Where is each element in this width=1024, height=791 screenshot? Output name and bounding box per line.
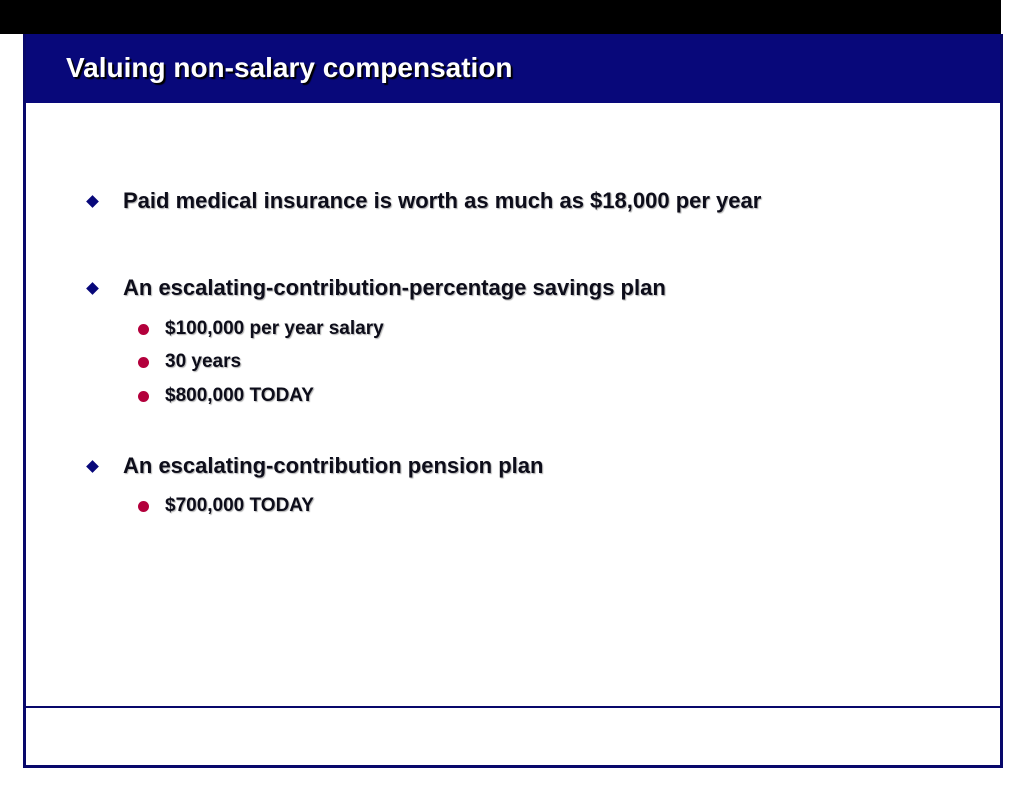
bullet-text: An escalating-contribution-percentage savings plan (123, 275, 666, 300)
bullet-item (84, 275, 666, 301)
bullet-item (84, 453, 543, 479)
sub-bullet-text: $800,000 TODAY (165, 385, 314, 406)
sub-bullet-item (138, 351, 241, 373)
title-band (26, 34, 1000, 103)
sub-bullet-text: 30 years (165, 351, 242, 372)
diamond-bullet-icon (86, 195, 99, 208)
bullet-text: Paid medical insurance is worth as much as $18,000 per year (123, 188, 762, 213)
slide-title: Valuing non-salary compensation (66, 52, 513, 83)
dot-bullet-icon (138, 391, 149, 402)
footer-divider (26, 706, 1000, 708)
dot-bullet-icon (138, 324, 149, 335)
top-black-bar (0, 0, 1001, 34)
sub-bullet-item (138, 318, 384, 340)
sub-bullet-text: $100,000 per year salary (165, 318, 384, 339)
diamond-bullet-icon (86, 460, 99, 473)
sub-bullet-item (138, 495, 314, 517)
bullet-item (84, 188, 761, 214)
sub-bullet-item (138, 385, 314, 407)
sub-bullet-text: $700,000 TODAY (165, 495, 314, 516)
slide (23, 34, 1003, 768)
dot-bullet-icon (138, 501, 149, 512)
diamond-bullet-icon (86, 282, 99, 295)
dot-bullet-icon (138, 357, 149, 368)
bullet-text: An escalating-contribution pension plan (123, 453, 544, 478)
